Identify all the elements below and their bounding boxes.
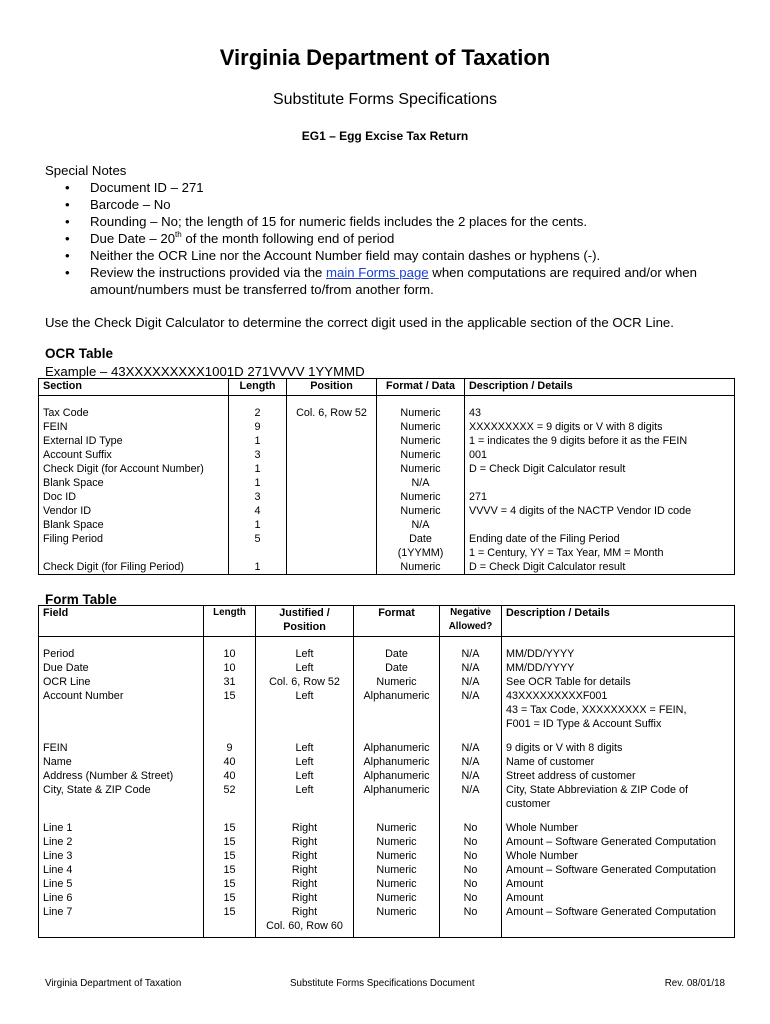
- form-table-body: [39, 637, 735, 938]
- format-cell: Numeric: [377, 504, 465, 518]
- description-cell: Whole Number: [502, 849, 735, 863]
- field-cell: Line 3: [43, 850, 73, 862]
- length-cell: 15: [204, 835, 256, 849]
- table-row: [39, 560, 735, 575]
- negative-cell: No: [440, 835, 502, 849]
- table-row: [39, 406, 735, 420]
- spacer-cell: [377, 396, 465, 407]
- table-row: [39, 420, 735, 434]
- section-cell: FEIN: [43, 421, 68, 433]
- spacer-cell: [440, 811, 502, 821]
- format-cell: Numeric: [377, 560, 465, 575]
- spacer-cell: [354, 637, 440, 648]
- table-spacer: [39, 637, 735, 648]
- table-row: [39, 835, 735, 849]
- description-cell: 43: [465, 406, 735, 420]
- length-cell: 15: [204, 689, 256, 731]
- field-cell: Period: [43, 648, 75, 660]
- section-cell: Check Digit (for Account Number): [43, 463, 204, 475]
- description-cell: Amount – Software Generated Computation: [502, 835, 735, 849]
- form-table: [38, 605, 735, 938]
- length-cell: 1: [229, 518, 287, 532]
- format-cell: Numeric: [354, 905, 440, 933]
- length-cell: 4: [229, 504, 287, 518]
- length-cell: 3: [229, 490, 287, 504]
- justified-cell: Left: [256, 741, 354, 755]
- table-row: [39, 448, 735, 462]
- description-cell: Amount – Software Generated Computation: [502, 863, 735, 877]
- spacer-cell: [256, 811, 354, 821]
- format-cell: Numeric: [354, 877, 440, 891]
- ocr-table-body: [39, 396, 735, 575]
- table-row: [39, 741, 735, 755]
- format-cell: N/A: [377, 476, 465, 490]
- length-cell: 9: [204, 741, 256, 755]
- negative-cell: N/A: [440, 661, 502, 675]
- spacer-cell: [39, 637, 204, 648]
- col-header-position: Position: [287, 379, 377, 396]
- format-cell: Date: [354, 661, 440, 675]
- length-cell: 1: [229, 560, 287, 575]
- description-cell: 9 digits or V with 8 digits: [502, 741, 735, 755]
- col-header-description: Description / Details: [502, 606, 735, 637]
- description-cell: [465, 476, 735, 490]
- length-cell: 15: [204, 821, 256, 835]
- field-cell: City, State & ZIP Code: [43, 784, 151, 796]
- ocr-table-heading: OCR Table: [45, 346, 114, 361]
- description-cell: Amount: [502, 877, 735, 891]
- note-item-due-date: [90, 230, 735, 247]
- format-cell: Alphanumeric: [354, 741, 440, 755]
- table-row: [39, 434, 735, 448]
- format-cell: Numeric: [354, 835, 440, 849]
- length-cell: 31: [204, 675, 256, 689]
- format-cell: Numeric: [377, 406, 465, 420]
- field-cell: OCR Line: [43, 676, 91, 688]
- length-cell: 52: [204, 783, 256, 811]
- format-cell: Numeric: [354, 821, 440, 835]
- negative-cell: N/A: [440, 741, 502, 755]
- special-notes: [45, 162, 735, 298]
- spacer-cell: [204, 731, 256, 741]
- table-row: [39, 877, 735, 891]
- table-row: [39, 769, 735, 783]
- review-suffix: when computations are required and/or when amount/numbers must be transferred to/from another form.: [90, 265, 697, 297]
- section-cell: Blank Space: [43, 519, 104, 531]
- col-header-length: Length: [204, 606, 256, 637]
- position-cell: Col. 6, Row 52: [287, 406, 377, 420]
- spacer-cell: [229, 396, 287, 407]
- length-cell: 40: [204, 755, 256, 769]
- negative-cell: No: [440, 849, 502, 863]
- negative-cell: N/A: [440, 755, 502, 769]
- spacer-cell: [39, 811, 204, 821]
- negative-cell: N/A: [440, 769, 502, 783]
- justified-cell: Left: [256, 689, 354, 731]
- format-cell: Alphanumeric: [354, 783, 440, 811]
- table-row: [39, 490, 735, 504]
- position-cell: [287, 434, 377, 448]
- form-title: EG1 – Egg Excise Tax Return: [301, 129, 469, 143]
- due-date-sup: th: [175, 230, 182, 239]
- description-cell: MM/DD/YYYY: [502, 661, 735, 675]
- negative-cell: No: [440, 863, 502, 877]
- description-cell: 43XXXXXXXXXF001 43 = Tax Code, XXXXXXXXX = FEIN, F001 = ID Type & Account Suffix: [502, 689, 735, 731]
- length-cell: 40: [204, 769, 256, 783]
- spacer-cell: [502, 637, 735, 648]
- table-row: [39, 661, 735, 675]
- spacer-cell: [502, 811, 735, 821]
- negative-cell: N/A: [440, 675, 502, 689]
- section-cell: Check Digit (for Filing Period): [43, 561, 185, 573]
- table-row: [39, 476, 735, 490]
- spacer-cell: [256, 731, 354, 741]
- negative-cell: No: [440, 821, 502, 835]
- notes-list: [45, 179, 735, 298]
- table-row: [39, 891, 735, 905]
- table-row: [39, 755, 735, 769]
- justified-cell: Left: [256, 661, 354, 675]
- format-cell: Numeric: [354, 891, 440, 905]
- col-header-description: Description / Details: [465, 379, 735, 396]
- table-spacer: [39, 731, 735, 741]
- negative-cell: No: [440, 877, 502, 891]
- field-cell: Line 2: [43, 836, 73, 848]
- ocr-example: Example – 43XXXXXXXXX1001D 271VVVV 1YYMMD: [45, 364, 365, 379]
- length-cell: 3: [229, 448, 287, 462]
- length-cell: 1: [229, 476, 287, 490]
- section-cell: Filing Period: [43, 533, 104, 545]
- position-cell: [287, 560, 377, 575]
- description-cell: City, State Abbreviation & ZIP Code of customer: [502, 783, 735, 811]
- description-cell: Ending date of the Filing Period 1 = Century, YY = Tax Year, MM = Month: [465, 532, 735, 560]
- section-cell: Vendor ID: [43, 505, 92, 517]
- justified-cell: Left: [256, 769, 354, 783]
- section-cell: Blank Space: [43, 477, 104, 489]
- spacer-cell: [256, 637, 354, 648]
- position-cell: [287, 532, 377, 560]
- spacer-cell: [39, 933, 204, 938]
- format-cell: Alphanumeric: [354, 755, 440, 769]
- format-cell: Date (1YYMM): [377, 532, 465, 560]
- table-row: [39, 783, 735, 811]
- col-header-field: Field: [39, 606, 204, 637]
- description-cell: Street address of customer: [502, 769, 735, 783]
- justified-cell: Left: [256, 647, 354, 661]
- ocr-table-header: [39, 379, 735, 396]
- page-subtitle: Substitute Forms Specifications: [272, 91, 498, 108]
- format-cell: Numeric: [377, 420, 465, 434]
- justified-cell: Right: [256, 863, 354, 877]
- section-cell: Doc ID: [43, 491, 76, 503]
- table-row: [39, 675, 735, 689]
- table-row: [39, 647, 735, 661]
- justified-cell: Right: [256, 835, 354, 849]
- col-header-length: Length: [229, 379, 287, 396]
- note-item: • Neither the OCR Line nor the Account Number field may contain dashes or hyphens (-).: [90, 247, 735, 264]
- description-cell: 001: [465, 448, 735, 462]
- length-cell: 15: [204, 849, 256, 863]
- position-cell: [287, 462, 377, 476]
- table-row: [39, 689, 735, 731]
- length-cell: 15: [204, 891, 256, 905]
- form-table-heading: Form Table: [45, 592, 117, 607]
- field-cell: Name: [43, 756, 72, 768]
- length-cell: 10: [204, 661, 256, 675]
- length-cell: 15: [204, 905, 256, 933]
- position-cell: [287, 448, 377, 462]
- format-cell: Numeric: [354, 863, 440, 877]
- description-cell: Amount – Software Generated Computation: [502, 905, 735, 933]
- spacer-cell: [287, 396, 377, 407]
- table-row: [39, 532, 735, 560]
- spacer-cell: [204, 637, 256, 648]
- justified-cell: Left: [256, 783, 354, 811]
- table-row: [39, 863, 735, 877]
- description-cell: See OCR Table for details: [502, 675, 735, 689]
- section-cell: Account Suffix: [43, 449, 112, 461]
- justified-cell: Right: [256, 891, 354, 905]
- justified-cell: Right: [256, 877, 354, 891]
- length-cell: 10: [204, 647, 256, 661]
- table-row: [39, 821, 735, 835]
- check-digit-instruction: Use the Check Digit Calculator to determine the correct digit used in the applicable section of the OCR Line.: [45, 315, 674, 330]
- section-cell: Tax Code: [43, 407, 89, 419]
- format-cell: Numeric: [377, 448, 465, 462]
- description-cell: 1 = indicates the 9 digits before it as the FEIN: [465, 434, 735, 448]
- position-cell: [287, 476, 377, 490]
- format-cell: N/A: [377, 518, 465, 532]
- justified-cell: Right: [256, 821, 354, 835]
- field-cell: Line 4: [43, 864, 73, 876]
- length-cell: 15: [204, 877, 256, 891]
- ocr-table: [38, 378, 735, 575]
- negative-cell: No: [440, 891, 502, 905]
- negative-cell: No: [440, 905, 502, 933]
- negative-cell: N/A: [440, 783, 502, 811]
- description-cell: XXXXXXXXX = 9 digits or V with 8 digits: [465, 420, 735, 434]
- negative-cell: N/A: [440, 689, 502, 731]
- col-header-justified: Justified / Position: [256, 606, 354, 637]
- length-cell: 1: [229, 462, 287, 476]
- footer-right: Rev. 08/01/18: [664, 978, 725, 989]
- field-cell: Line 1: [43, 822, 73, 834]
- note-item-review: [90, 264, 735, 298]
- table-row: [39, 504, 735, 518]
- page-title: Virginia Department of Taxation: [219, 45, 551, 70]
- format-cell: Numeric: [377, 434, 465, 448]
- field-cell: Line 5: [43, 878, 73, 890]
- col-header-format: Format: [354, 606, 440, 637]
- justified-cell: Left: [256, 755, 354, 769]
- spacer-cell: [354, 811, 440, 821]
- spacer-cell: [204, 933, 256, 938]
- length-cell: 15: [204, 863, 256, 877]
- spacer-cell: [256, 933, 354, 938]
- length-cell: 9: [229, 420, 287, 434]
- spacer-cell: [440, 731, 502, 741]
- position-cell: [287, 490, 377, 504]
- negative-cell: N/A: [440, 647, 502, 661]
- field-cell: Address (Number & Street): [43, 770, 174, 782]
- spacer-cell: [440, 933, 502, 938]
- table-row: [39, 849, 735, 863]
- length-cell: 1: [229, 434, 287, 448]
- description-cell: D = Check Digit Calculator result: [465, 560, 735, 575]
- col-header-negative: Negative Allowed?: [440, 606, 502, 637]
- justified-cell: Right Col. 60, Row 60: [256, 905, 354, 933]
- due-date-prefix: Due Date – 20: [90, 231, 176, 246]
- description-cell: Name of customer: [502, 755, 735, 769]
- length-cell: 2: [229, 406, 287, 420]
- format-cell: Numeric: [377, 490, 465, 504]
- table-row: [39, 462, 735, 476]
- description-cell: Whole Number: [502, 821, 735, 835]
- format-cell: Alphanumeric: [354, 769, 440, 783]
- format-cell: Alphanumeric: [354, 689, 440, 731]
- review-prefix: Review the instructions provided via the: [90, 265, 327, 280]
- field-cell: Line 6: [43, 892, 73, 904]
- format-cell: Numeric: [354, 675, 440, 689]
- description-cell: MM/DD/YYYY: [502, 647, 735, 661]
- form-table-header: [39, 606, 735, 637]
- spacer-cell: [502, 731, 735, 741]
- main-forms-page-link[interactable]: main Forms page: [326, 265, 429, 280]
- spacer-cell: [39, 396, 229, 407]
- spacer-cell: [354, 731, 440, 741]
- format-cell: Numeric: [354, 849, 440, 863]
- footer-left: Virginia Department of Taxation: [45, 978, 182, 989]
- field-cell: Line 7: [43, 906, 73, 918]
- note-item: • Rounding – No; the length of 15 for numeric fields includes the 2 places for the cents.: [90, 213, 735, 230]
- length-cell: 5: [229, 532, 287, 560]
- spacer-cell: [354, 933, 440, 938]
- position-cell: [287, 504, 377, 518]
- spacer-cell: [502, 933, 735, 938]
- col-header-section: Section: [39, 379, 229, 396]
- section-cell: External ID Type: [43, 435, 123, 447]
- justified-cell: Right: [256, 849, 354, 863]
- col-header-format: Format / Data: [377, 379, 465, 396]
- spacer-cell: [440, 637, 502, 648]
- field-cell: FEIN: [43, 742, 68, 754]
- note-item: • Barcode – No: [90, 196, 735, 213]
- table-row: [39, 905, 735, 933]
- field-cell: Account Number: [43, 690, 124, 702]
- description-cell: 271: [465, 490, 735, 504]
- table-spacer: [39, 396, 735, 407]
- format-cell: Date: [354, 647, 440, 661]
- due-date-suffix: of the month following end of period: [181, 231, 395, 246]
- description-cell: [465, 518, 735, 532]
- footer-center: Substitute Forms Specifications Document: [290, 978, 475, 989]
- spacer-cell: [465, 396, 735, 407]
- table-row: [39, 518, 735, 532]
- position-cell: [287, 518, 377, 532]
- description-cell: VVVV = 4 digits of the NACTP Vendor ID code: [465, 504, 735, 518]
- spacer-cell: [204, 811, 256, 821]
- description-cell: Amount: [502, 891, 735, 905]
- format-cell: Numeric: [377, 462, 465, 476]
- justified-cell: Col. 6, Row 52: [256, 675, 354, 689]
- notes-heading: Special Notes: [45, 163, 127, 178]
- table-spacer: [39, 811, 735, 821]
- field-cell: Due Date: [43, 662, 89, 674]
- spacer-cell: [39, 731, 204, 741]
- description-cell: D = Check Digit Calculator result: [465, 462, 735, 476]
- table-spacer: [39, 933, 735, 938]
- position-cell: [287, 420, 377, 434]
- note-item: • Document ID – 271: [90, 179, 735, 196]
